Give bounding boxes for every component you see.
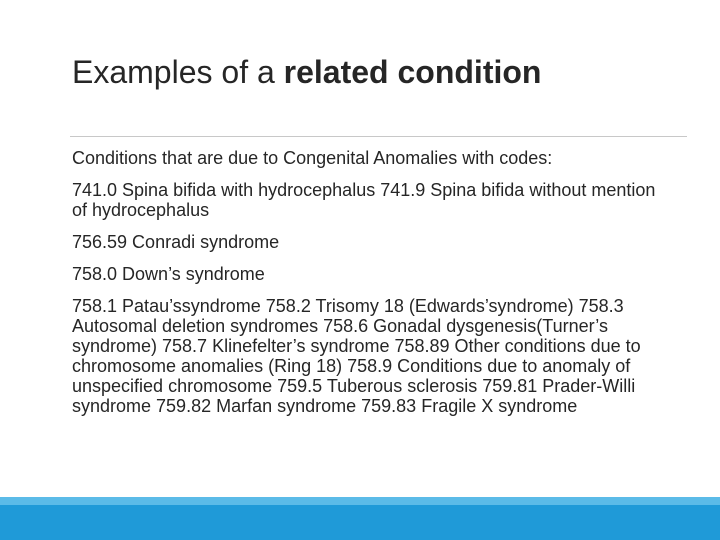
slide-title-plain: Examples of a (72, 54, 284, 90)
slide-title-bold: related condition (283, 54, 542, 90)
conradi-paragraph: 756.59 Conradi syndrome (72, 232, 280, 252)
down-syndrome-paragraph: 758.0 Down’s syndrome (72, 264, 265, 284)
footer-accent-stripe (0, 497, 720, 505)
spina-bifida-paragraph: 741.0 Spina bifida with hydrocephalus 741.9 Spina bifida without mention of hydrocephalus (72, 180, 656, 220)
title-divider (70, 136, 687, 137)
intro-paragraph: Conditions that are due to Congenital Anomalies with codes: (72, 148, 553, 168)
slide-body (72, 148, 662, 428)
slide-title (72, 52, 541, 92)
footer-bar (0, 497, 720, 540)
chromosome-conditions-paragraph: 758.1 Patau’ssyndrome 758.2 Trisomy 18 (Edwards’syndrome) 758.3 Autosomal deletion syndromes 758.6 Gonadal dysgenesis(Turner’s syndrome) 758.7 Klinefelter’s syndrome 758.89 Other conditions due to chromosome anomalies (Ring 18) 758.9 Conditions due to anomaly of unspecified chromosome 759.5 Tuberous sclerosis 759.81 Prader-Willi syndrome 759.82 Marfan syndrome 759.83 Fragile X syndrome (72, 296, 641, 416)
